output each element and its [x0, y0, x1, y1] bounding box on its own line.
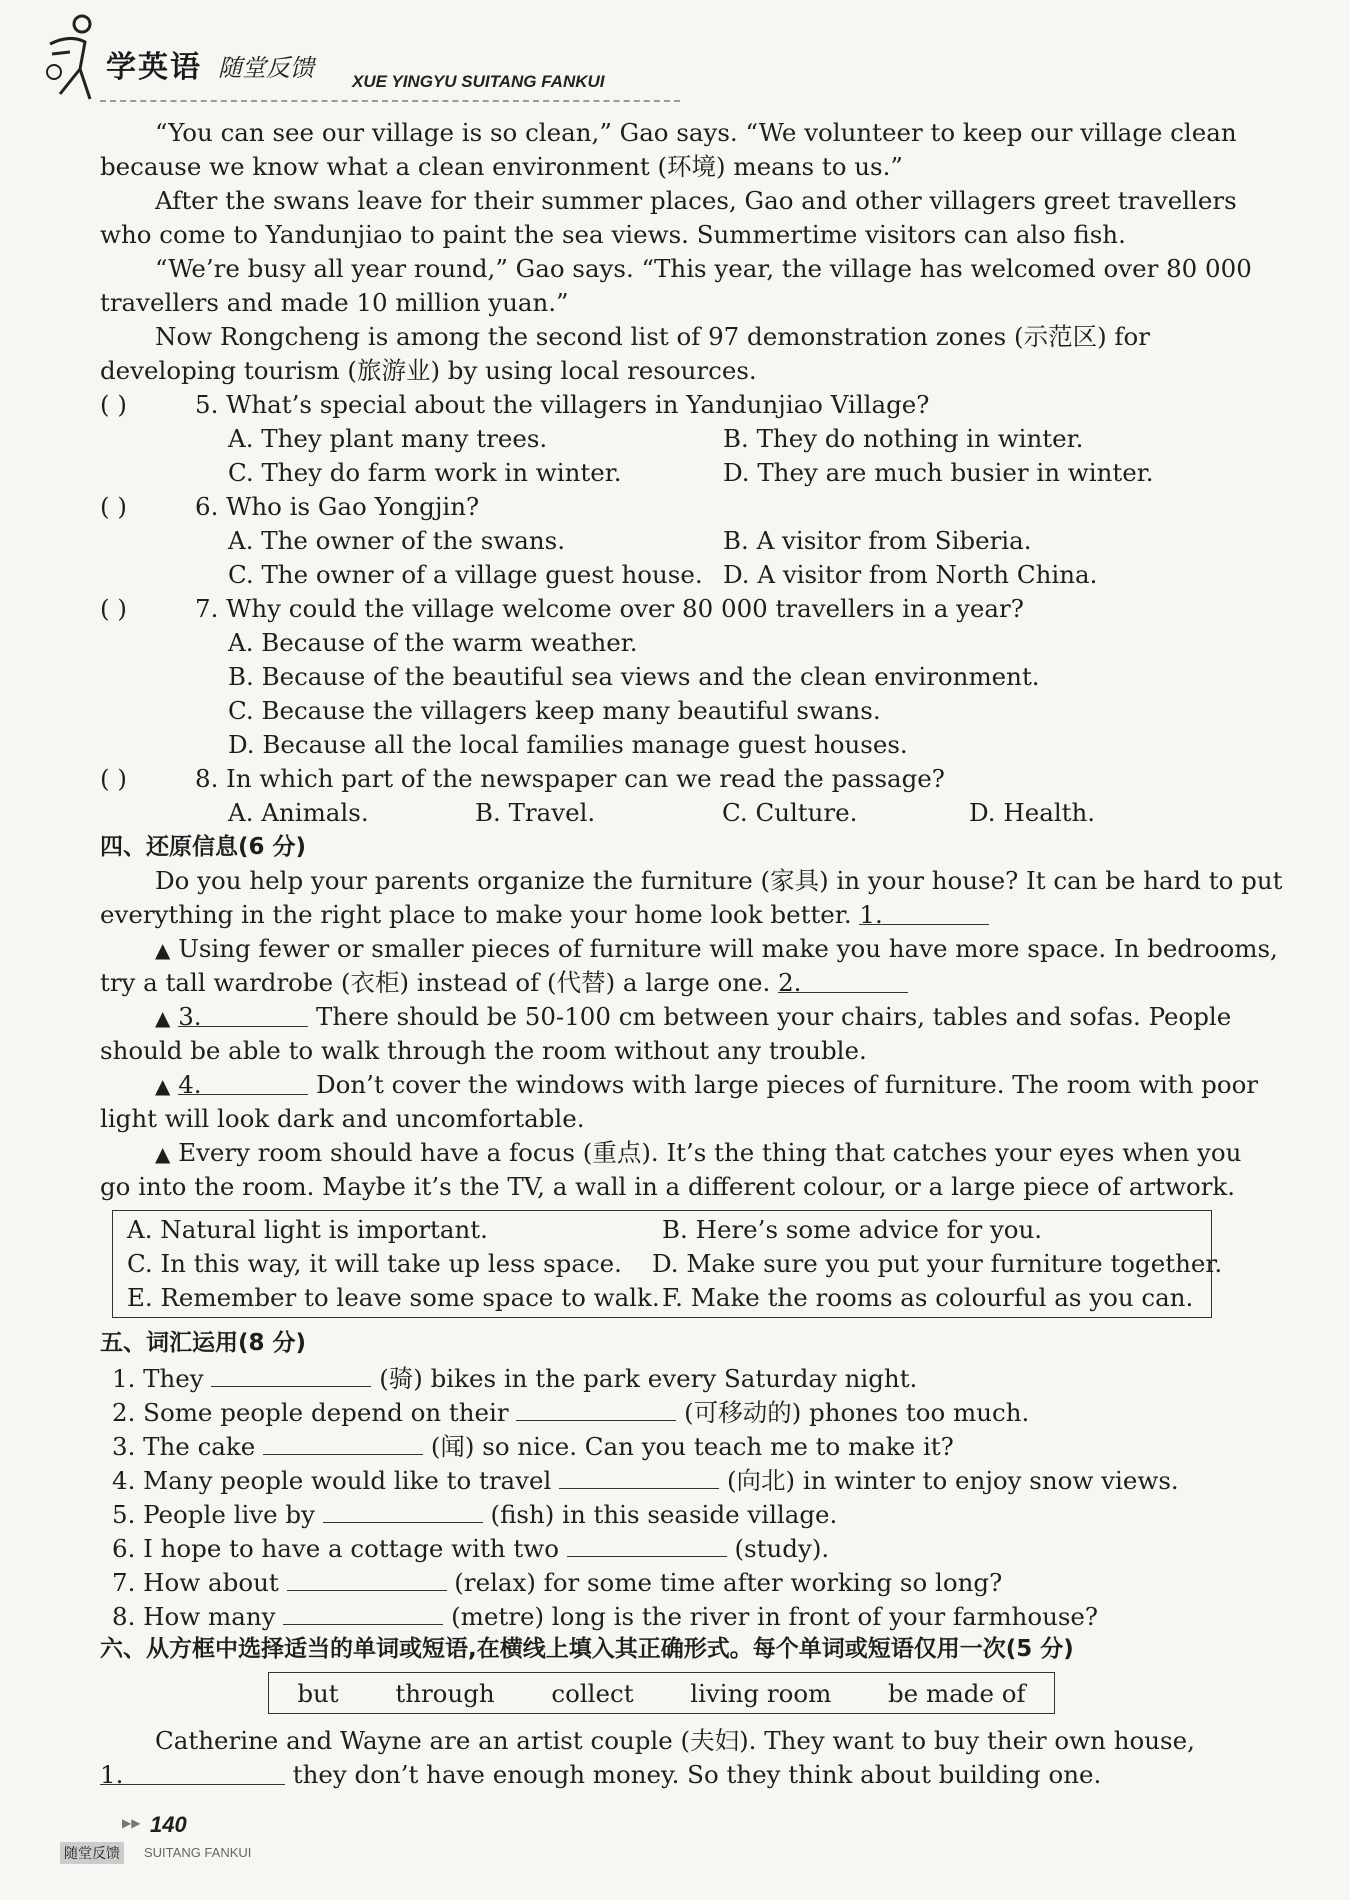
option-d[interactable]: D. Health.: [969, 798, 1096, 827]
answer-paren[interactable]: ( ): [100, 390, 127, 419]
passage-line: ▲ 3. There should be 50-100 cm between your chairs, tables and sofas. People: [155, 1002, 1232, 1031]
passage-line: light will look dark and uncomfortable.: [100, 1104, 585, 1133]
word-option: through: [395, 1678, 495, 1708]
question-7: [100, 592, 1230, 626]
box-option-c: C. In this way, it will take up less space.: [127, 1249, 622, 1278]
vocab-blank[interactable]: [559, 1462, 719, 1489]
triangle-bullet-icon: ▲: [155, 1142, 171, 1166]
word-option: but: [297, 1678, 339, 1708]
question-stem: 8. In which part of the newspaper can we read the passage?: [195, 764, 945, 793]
word-option: be made of: [888, 1678, 1026, 1708]
option-d[interactable]: D. A visitor from North China.: [723, 560, 1098, 589]
page-footer: [60, 1808, 300, 1868]
header-subtitle: 随堂反馈: [218, 54, 314, 82]
blank-2[interactable]: 2.: [778, 966, 908, 993]
passage-line: everything in the right place to make your home look better. 1.: [100, 898, 1230, 932]
passage-line: ▲ 4. Don’t cover the windows with large pieces of furniture. The room with poor: [155, 1070, 1259, 1099]
option-d[interactable]: D. Because all the local families manage guest houses.: [228, 730, 908, 759]
answer-paren[interactable]: ( ): [100, 492, 127, 521]
blank-1[interactable]: 1.: [859, 898, 989, 925]
blank-4[interactable]: 4.: [178, 1068, 308, 1095]
section-4-title: 四、还原信息(6 分): [100, 834, 307, 860]
page-content: [100, 116, 1283, 1792]
footer-tag: 随堂反馈: [60, 1842, 124, 1864]
option-b[interactable]: B. A visitor from Siberia.: [723, 526, 1032, 555]
vocab-item: 6. I hope to have a cottage with two (study).: [100, 1530, 1230, 1564]
box-option-a: A. Natural light is important.: [127, 1215, 488, 1244]
passage-line: who come to Yandunjiao to paint the sea views. Summertime visitors can also fish.: [100, 220, 1126, 249]
section-6-title: 六、从方框中选择适当的单词或短语,在横线上填入其正确形式。每个单词或短语仅用一次(5 分): [100, 1636, 1074, 1662]
question-5: [100, 388, 1230, 422]
footer-tag-en: SUITANG FANKUI: [144, 1845, 252, 1860]
vocab-item: 2. Some people depend on their (可移动的) phones too much.: [100, 1394, 1230, 1428]
passage-line: ▲ Using fewer or smaller pieces of furniture will make you have more space. In bedrooms,: [155, 934, 1278, 963]
triangle-bullet-icon: ▲: [155, 1006, 171, 1030]
vocab-item: 5. People live by (fish) in this seaside village.: [100, 1496, 1230, 1530]
box-option-f: F. Make the rooms as colourful as you can.: [662, 1283, 1194, 1312]
answer-paren[interactable]: ( ): [100, 764, 127, 793]
arrow-icon: ▶▶: [122, 1816, 141, 1830]
passage-line: should be able to walk through the room without any trouble.: [100, 1036, 867, 1065]
passage-line: Now Rongcheng is among the second list of 97 demonstration zones (示范区) for: [155, 322, 1150, 351]
blank-3[interactable]: 3.: [178, 1000, 308, 1027]
passage-line: travellers and made 10 million yuan.”: [100, 288, 569, 317]
box-option-e: E. Remember to leave some space to walk.: [127, 1283, 660, 1312]
triangle-bullet-icon: ▲: [155, 1074, 171, 1098]
passage-line: “You can see our village is so clean,” Gao says. “We volunteer to keep our village clean: [155, 118, 1237, 147]
options-row: [100, 456, 1230, 490]
vocab-blank[interactable]: [211, 1360, 371, 1387]
vocab-item: 1. They (骑) bikes in the park every Saturday night.: [100, 1360, 1230, 1394]
word-option: collect: [551, 1678, 634, 1708]
question-6: [100, 490, 1230, 524]
answer-paren[interactable]: ( ): [100, 594, 127, 623]
option-c[interactable]: C. The owner of a village guest house.: [228, 560, 703, 589]
passage-line: “We’re busy all year round,” Gao says. “This year, the village has welcomed over 80 000: [155, 254, 1252, 283]
option-a[interactable]: A. They plant many trees.: [228, 424, 548, 453]
triangle-bullet-icon: ▲: [155, 938, 171, 962]
vocab-blank[interactable]: [263, 1428, 423, 1455]
passage-line: try a tall wardrobe (衣柜) instead of (代替) a large one. 2.: [100, 966, 1230, 1000]
vocab-item: 3. The cake (闻) so nice. Can you teach me to make it?: [100, 1428, 1230, 1462]
header-divider: [100, 100, 680, 102]
option-b[interactable]: B. They do nothing in winter.: [723, 424, 1084, 453]
section-5-title: 五、词汇运用(8 分): [100, 1330, 307, 1356]
blank-1[interactable]: 1.: [100, 1758, 285, 1785]
vocab-blank[interactable]: [323, 1496, 483, 1523]
passage-line: because we know what a clean environment (环境) means to us.”: [100, 152, 903, 181]
passage-line: 1. they don’t have enough money. So they think about building one.: [100, 1760, 1102, 1789]
vocab-blank[interactable]: [283, 1598, 443, 1625]
passage-line: go into the room. Maybe it’s the TV, a wall in a different colour, or a large piece of artwork.: [100, 1172, 1236, 1201]
vocab-item: 8. How many (metre) long is the river in front of your farmhouse?: [100, 1598, 1230, 1632]
header-title-en: XUE YINGYU SUITANG FANKUI: [352, 72, 605, 91]
passage-line: Do you help your parents organize the furniture (家具) in your house? It can be hard to put: [155, 866, 1283, 895]
option-b[interactable]: B. Travel.: [475, 798, 596, 827]
options-row: [100, 524, 1230, 558]
option-a[interactable]: A. The owner of the swans.: [228, 526, 565, 555]
vocab-blank[interactable]: [516, 1394, 676, 1421]
word-box: [268, 1672, 1055, 1714]
passage-line: developing tourism (旅游业) by using local resources.: [100, 356, 757, 385]
option-c[interactable]: C. They do farm work in winter.: [228, 458, 622, 487]
vocab-item: 4. Many people would like to travel (向北) in winter to enjoy snow views.: [100, 1462, 1230, 1496]
vocab-blank[interactable]: [287, 1564, 447, 1591]
option-c[interactable]: C. Culture.: [722, 798, 858, 827]
question-stem: 6. Who is Gao Yongjin?: [195, 492, 480, 521]
option-a[interactable]: A. Because of the warm weather.: [228, 628, 638, 657]
passage-line: After the swans leave for their summer places, Gao and other villagers greet travellers: [155, 186, 1237, 215]
option-c[interactable]: C. Because the villagers keep many beautiful swans.: [228, 696, 881, 725]
box-option-b: B. Here’s some advice for you.: [662, 1215, 1043, 1244]
option-d[interactable]: D. They are much busier in winter.: [723, 458, 1154, 487]
option-b[interactable]: B. Because of the beautiful sea views and the clean environment.: [228, 662, 1040, 691]
passage-line: Catherine and Wayne are an artist couple (夫妇). They want to buy their own house,: [155, 1726, 1195, 1755]
options-box: [112, 1210, 1223, 1318]
question-stem: 7. Why could the village welcome over 80 000 travellers in a year?: [195, 594, 1024, 623]
word-option: living room: [690, 1678, 832, 1708]
student-figure-icon: [40, 14, 102, 104]
box-option-d: D. Make sure you put your furniture together.: [652, 1249, 1223, 1278]
vocab-item: 7. How about (relax) for some time after working so long?: [100, 1564, 1230, 1598]
page-header: [40, 14, 640, 104]
options-row: [100, 422, 1230, 456]
question-8: [100, 762, 1230, 796]
option-a[interactable]: A. Animals.: [228, 798, 369, 827]
options-row: [100, 558, 1230, 592]
options-row: [100, 796, 1230, 830]
question-stem: 5. What’s special about the villagers in Yandunjiao Village?: [195, 390, 930, 419]
page-number: 140: [150, 1812, 187, 1837]
passage-line: ▲ Every room should have a focus (重点). It’s the thing that catches your eyes when you: [155, 1138, 1242, 1167]
vocab-blank[interactable]: [567, 1530, 727, 1557]
header-title: 学英语: [106, 50, 202, 85]
